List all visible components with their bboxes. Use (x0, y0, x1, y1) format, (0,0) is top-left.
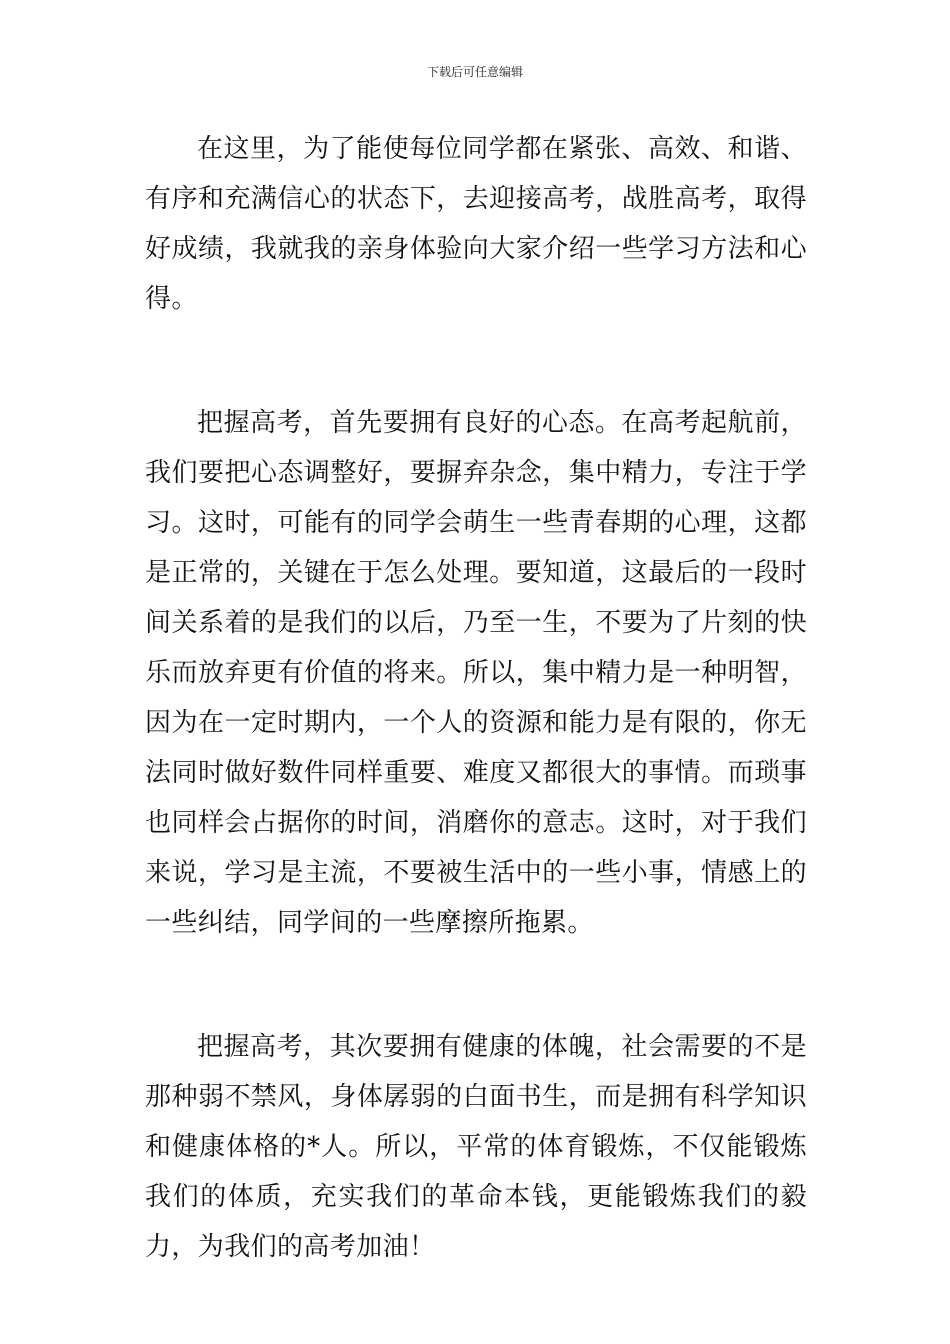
document-body (145, 124, 807, 1272)
paragraph-mindset: 把握高考，首先要拥有良好的心态。在高考起航前，我们要把心态调整好，要摒弃杂念，集中精力，专注于学习。这时，可能有的同学会萌生一些青春期的心理，这都是正常的，关键在于怎么处理。要知道，这最后的一段时间关系着的是我们的以后，乃至一生，不要为了片刻的快乐而放弃更有价值的将来。所以，集中精力是一种明智，因为在一定时期内，一个人的资源和能力是有限的，你无法同时做好数件同样重要、难度又都很大的事情。而琐事也同样会占据你的时间，消磨你的意志。这时，对于我们来说，学习是主流，不要被生活中的一些小事，情感上的一些纠结，同学间的一些摩擦所拖累。 (145, 408, 807, 938)
paragraph-spacer (145, 948, 807, 1022)
paragraph-spacer (145, 324, 807, 398)
paragraph-intro: 在这里，为了能使每位同学都在紧张、高效、和谐、有序和充满信心的状态下，去迎接高考，战胜高考，取得好成绩，我就我的亲身体验向大家介绍一些学习方法和心得。 (145, 134, 807, 314)
page-header: 下载后可任意编辑 (426, 65, 523, 79)
paragraph-health: 把握高考，其次要拥有健康的体魄，社会需要的不是那种弱不禁风，身体孱弱的白面书生，而是拥有科学知识和健康体格的*人。所以，平常的体育锻炼，不仅能锻炼我们的体质，充实我们的革命本钱，更能锻炼我们的毅力，为我们的高考加油！ (145, 1032, 807, 1262)
